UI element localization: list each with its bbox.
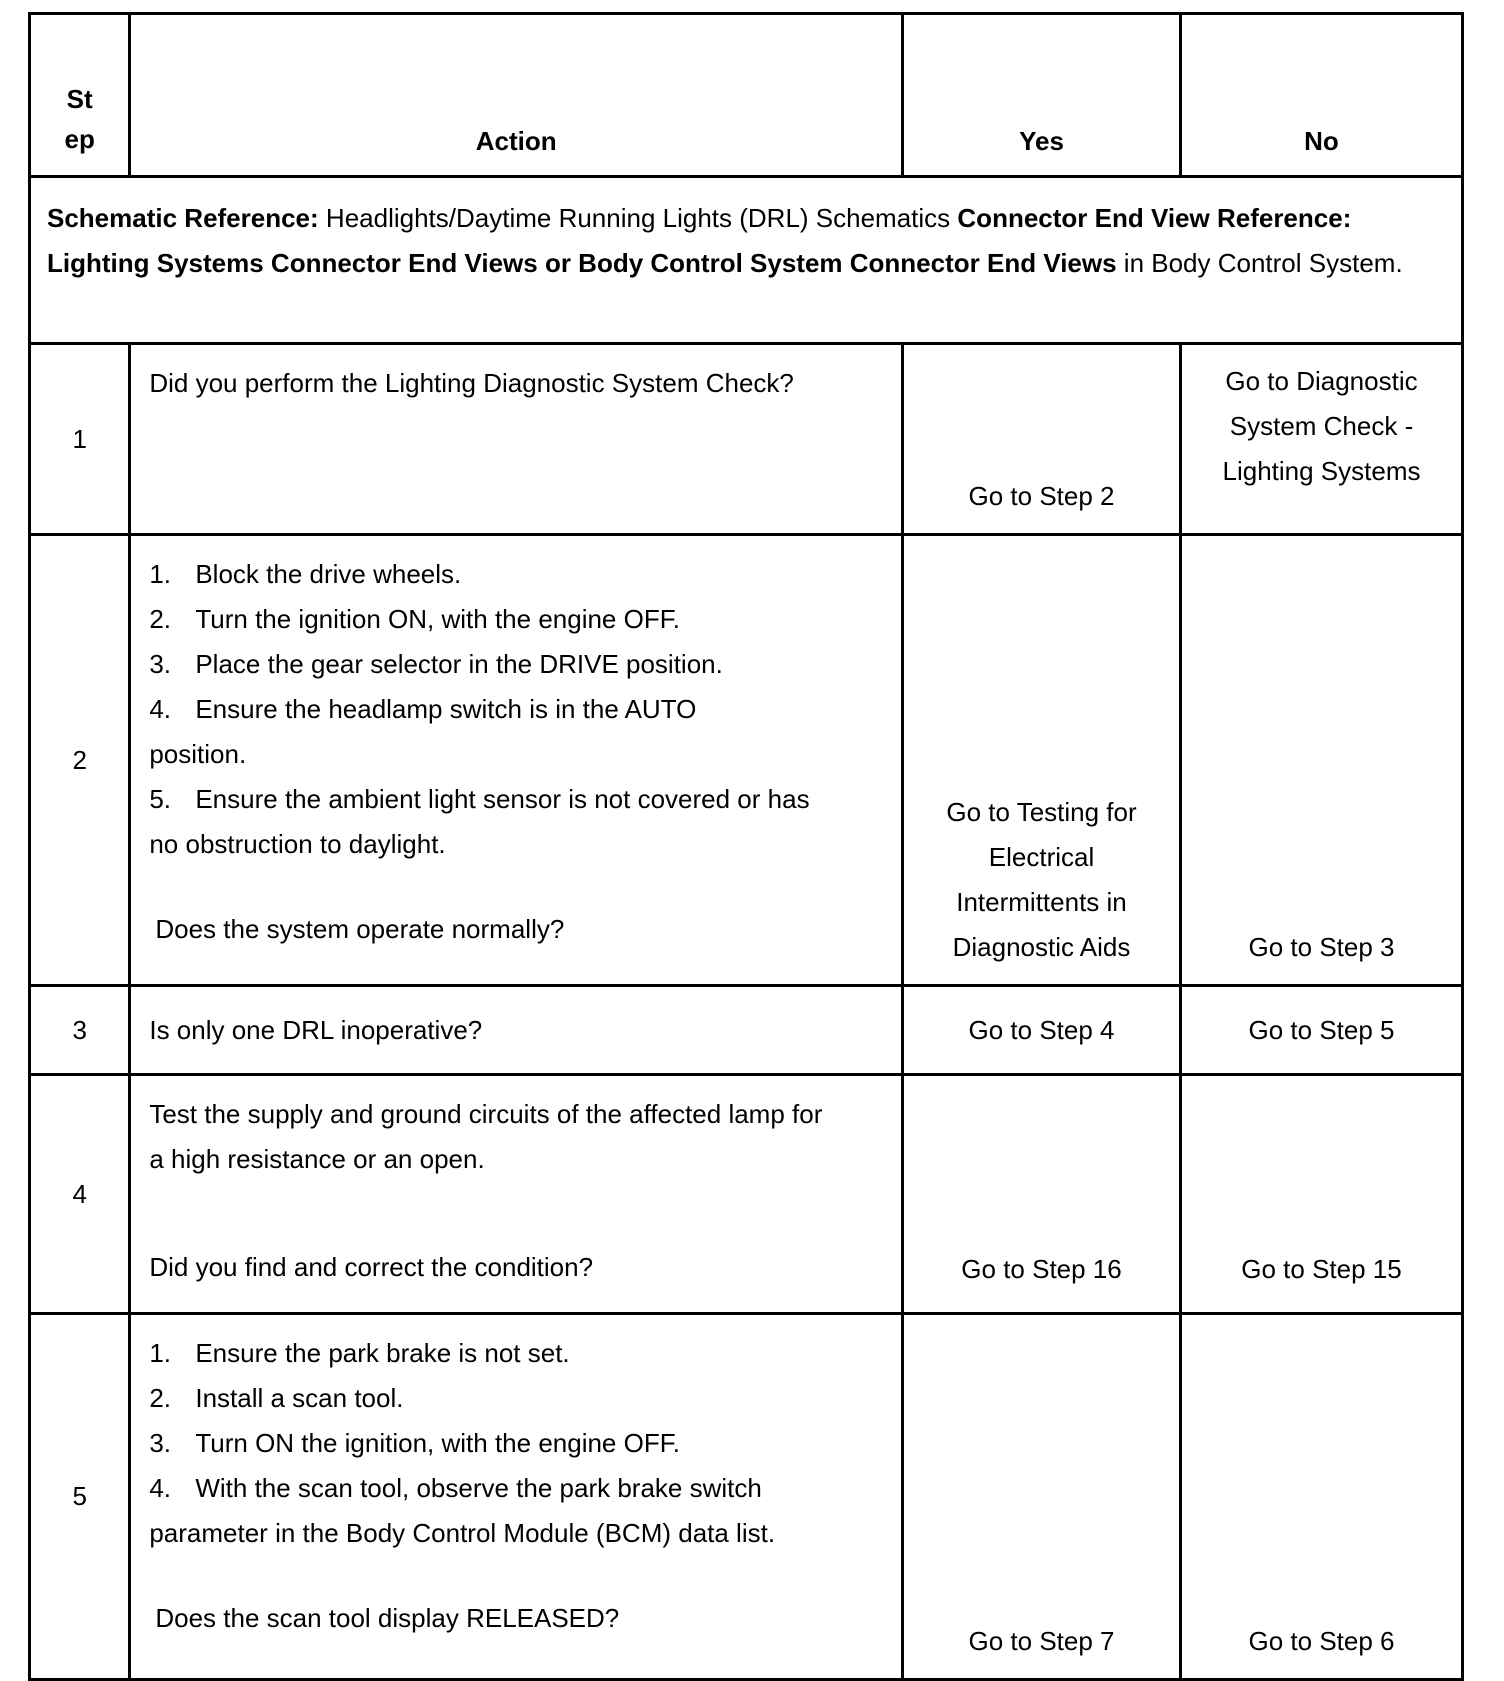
list-item: 4. With the scan tool, observe the park brake switch parameter in the Body Control Module (BCM) data list. (149, 1473, 776, 1548)
step-number: 2 (30, 535, 130, 986)
action-cell (130, 986, 903, 1075)
header-row (30, 14, 1463, 177)
table-row (30, 1314, 1463, 1680)
connector-reference-suffix: in Body Control System. (1116, 248, 1403, 278)
schematic-reference-label: Schematic Reference: (47, 203, 319, 233)
reference-row (30, 177, 1463, 344)
table-row (30, 986, 1463, 1075)
list-item: 5. Ensure the ambient light sensor is not covered or has no obstruction to daylight. (149, 784, 810, 859)
list-item: 3. Turn ON the ignition, with the engine OFF. (149, 1428, 680, 1458)
no-cell[interactable]: Go to Step 5 (1181, 986, 1463, 1075)
step-number: 5 (30, 1314, 130, 1680)
yes-cell[interactable]: Go to Step 7 (903, 1314, 1181, 1680)
list-item: 2. Turn the ignition ON, with the engine OFF. (149, 604, 680, 634)
yes-cell[interactable]: Go to Testing for Electrical Intermittents in Diagnostic Aids (903, 535, 1181, 986)
step-question: Does the system operate normally? (155, 914, 565, 944)
list-item: 4. Ensure the headlamp switch is in the AUTO position. (149, 694, 697, 769)
list-item: Test the supply and ground circuits of the affected lamp for a high resistance or an open. (149, 1099, 823, 1174)
table-row (30, 344, 1463, 535)
step-question: Is only one DRL inoperative? (149, 1014, 483, 1045)
yes-cell[interactable]: Go to Step 2 (903, 344, 1181, 535)
list-item: 1. Ensure the park brake is not set. (149, 1338, 570, 1368)
no-cell[interactable]: Go to Step 15 (1181, 1075, 1463, 1314)
connector-link-body-control[interactable]: Body Control System Connector End Views (578, 248, 1117, 278)
list-item: 2. Install a scan tool. (149, 1383, 404, 1413)
no-cell[interactable]: Go to Step 3 (1181, 535, 1463, 986)
action-cell (130, 1314, 903, 1680)
list-item: 3. Place the gear selector in the DRIVE position. (149, 649, 723, 679)
list-item: 1. Block the drive wheels. (149, 559, 462, 589)
yes-cell[interactable]: Go to Step 16 (903, 1075, 1181, 1314)
header-action: Action (130, 14, 903, 177)
step-question: Did you perform the Lighting Diagnostic System Check? (149, 368, 794, 398)
table-row (30, 1075, 1463, 1314)
no-cell[interactable]: Go to Diagnostic System Check - Lighting Systems (1181, 344, 1463, 535)
action-cell (130, 535, 903, 986)
connector-link-lighting[interactable]: Lighting Systems Connector End Views (47, 248, 538, 278)
step-number: 1 (30, 344, 130, 535)
action-cell (130, 1075, 903, 1314)
connector-reference-label: Connector End View Reference: (957, 203, 1352, 233)
table-row (30, 535, 1463, 986)
step-question: Did you find and correct the condition? (149, 1252, 594, 1282)
header-yes: Yes (903, 14, 1181, 177)
header-step: St ep (30, 14, 130, 177)
reference-cell (30, 177, 1463, 344)
yes-cell[interactable]: Go to Step 4 (903, 986, 1181, 1075)
header-no: No (1181, 14, 1463, 177)
step-number: 4 (30, 1075, 130, 1314)
step-number: 3 (30, 986, 130, 1075)
diagnostic-table (28, 12, 1464, 1681)
schematic-reference-text[interactable]: Headlights/Daytime Running Lights (DRL) Schematics (318, 203, 958, 233)
no-cell[interactable]: Go to Step 6 (1181, 1314, 1463, 1680)
connector-or: or (537, 248, 579, 278)
action-cell (130, 344, 903, 535)
step-question: Does the scan tool display RELEASED? (155, 1603, 620, 1633)
